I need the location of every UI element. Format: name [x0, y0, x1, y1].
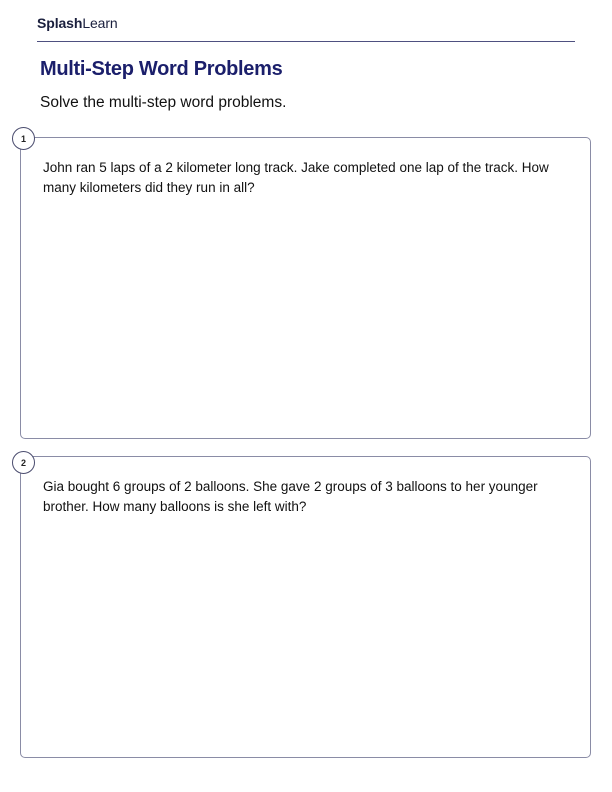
problem-number-badge: 2 — [12, 451, 35, 474]
brand-logo-light: Learn — [82, 15, 118, 31]
problem-text: Gia bought 6 groups of 2 balloons. She gave 2 groups of 3 balloons to her younger brother. How many balloons is she left with? — [43, 479, 538, 514]
problem-text: John ran 5 laps of a 2 kilometer long track. Jake completed one lap of the track. How many kilometers did they run in all? — [43, 160, 549, 195]
worksheet-title: Multi-Step Word Problems — [40, 58, 283, 80]
brand-logo-bold: Splash — [37, 15, 83, 31]
header-divider — [37, 41, 575, 42]
problem-box-1[interactable] — [20, 137, 591, 439]
brand-logo — [37, 15, 118, 31]
worksheet-instructions: Solve the multi-step word problems. — [40, 94, 287, 111]
problem-box-2[interactable] — [20, 456, 591, 758]
problem-number-badge: 1 — [12, 127, 35, 150]
